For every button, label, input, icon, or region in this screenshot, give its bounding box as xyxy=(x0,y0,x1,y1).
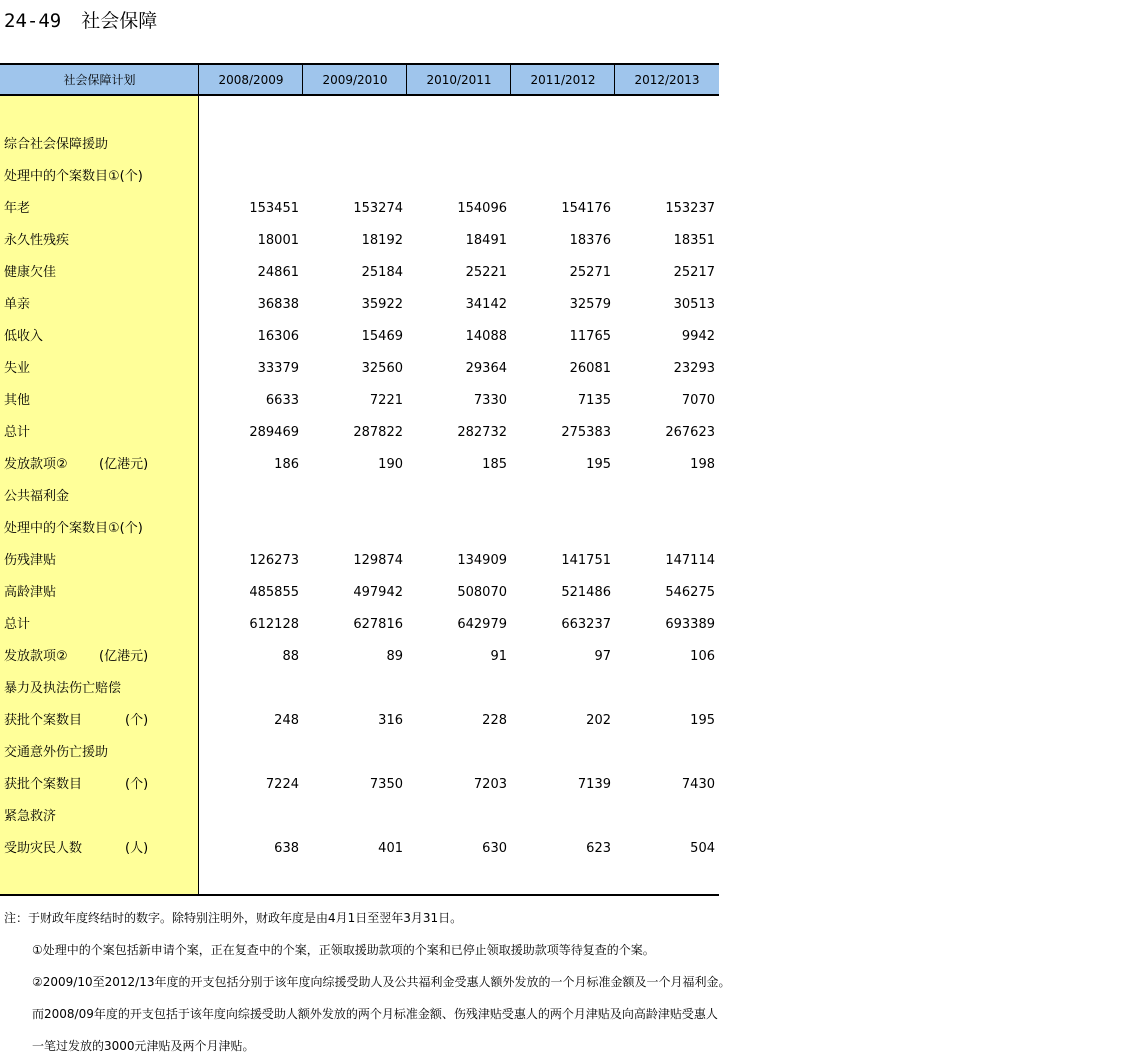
row-value-year-2: 497942 xyxy=(353,585,403,600)
row-label: 获批个案数目 xyxy=(4,777,83,792)
row-value-year-2: 18192 xyxy=(361,233,403,248)
row-label: 其他 xyxy=(4,393,31,408)
row-value-year-4: 195 xyxy=(586,457,611,472)
row-value-year-2: 25184 xyxy=(361,265,403,280)
table-row xyxy=(0,769,719,801)
header-label: 社会保障计划 xyxy=(63,73,136,87)
table-row xyxy=(0,737,719,769)
row-value-year-3: 18491 xyxy=(465,233,507,248)
row-value-year-3: 154096 xyxy=(457,201,507,216)
page-title xyxy=(4,6,157,33)
row-value-year-3: 25221 xyxy=(465,265,507,280)
table-row xyxy=(0,385,719,417)
table-row xyxy=(0,289,719,321)
row-value-year-1: 186 xyxy=(274,457,299,472)
row-value-year-4: 18376 xyxy=(569,233,611,248)
row-value-year-2: 153274 xyxy=(353,201,403,216)
row-unit: (亿港元) xyxy=(99,457,149,472)
row-value-year-1: 88 xyxy=(282,649,299,664)
row-value-year-4: 7139 xyxy=(577,777,611,792)
note-main: 注：于财政年度终结时的数字。除特别注明外，财政年度是由4月1日至翌年3月31日。 xyxy=(4,911,463,925)
row-value-year-4: 26081 xyxy=(569,361,611,376)
row-value-year-5: 7430 xyxy=(681,777,715,792)
row-value-year-4: 623 xyxy=(586,841,611,856)
table-row xyxy=(0,257,719,289)
row-value-year-5: 23293 xyxy=(673,361,715,376)
table-row xyxy=(0,353,719,385)
header-year-1: 2008/2009 xyxy=(198,65,303,94)
row-value-year-2: 287822 xyxy=(353,425,403,440)
row-value-year-5: 7070 xyxy=(681,393,715,408)
row-value-year-4: 663237 xyxy=(561,617,611,632)
row-value-year-4: 7135 xyxy=(577,393,611,408)
row-value-year-2: 35922 xyxy=(361,297,403,312)
row-label: 暴力及执法伤亡赔偿 xyxy=(4,681,122,696)
table-row xyxy=(0,481,719,513)
row-value-year-5: 147114 xyxy=(665,553,715,568)
row-value-year-3: 228 xyxy=(482,713,507,728)
row-value-year-5: 267623 xyxy=(665,425,715,440)
note-1: ①处理中的个案包括新申请个案，正在复查中的个案，正领取援助款项的个案和已停止领取援助款项等待复查的个案。 xyxy=(32,943,655,957)
table-row xyxy=(0,609,719,641)
row-value-year-5: 693389 xyxy=(665,617,715,632)
row-value-year-2: 316 xyxy=(378,713,403,728)
row-value-year-5: 106 xyxy=(690,649,715,664)
row-value-year-4: 25271 xyxy=(569,265,611,280)
table-title: 社会保障 xyxy=(81,10,158,32)
row-label: 单亲 xyxy=(4,297,31,312)
row-value-year-3: 7330 xyxy=(473,393,507,408)
row-label: 发放款项② xyxy=(4,649,68,664)
row-value-year-4: 275383 xyxy=(561,425,611,440)
table-row xyxy=(0,801,719,833)
row-value-year-1: 638 xyxy=(274,841,299,856)
row-label: 获批个案数目 xyxy=(4,713,83,728)
row-value-year-3: 34142 xyxy=(465,297,507,312)
row-value-year-3: 7203 xyxy=(473,777,507,792)
row-value-year-4: 11765 xyxy=(569,329,611,344)
row-label: 年老 xyxy=(4,201,31,216)
row-label: 失业 xyxy=(4,361,31,376)
row-value-year-3: 282732 xyxy=(457,425,507,440)
row-label: 受助灾民人数 xyxy=(4,841,83,856)
row-label: 处理中的个案数目①(个) xyxy=(4,169,143,184)
header-year-2: 2009/2010 xyxy=(302,65,407,94)
row-value-year-5: 9942 xyxy=(681,329,715,344)
table-row xyxy=(0,417,719,449)
row-value-year-1: 16306 xyxy=(257,329,299,344)
table-row xyxy=(0,833,719,865)
table-bottom-border xyxy=(0,894,719,896)
table-row xyxy=(0,129,719,161)
row-unit: (个) xyxy=(125,777,149,792)
row-value-year-1: 126273 xyxy=(249,553,299,568)
row-value-year-5: 546275 xyxy=(665,585,715,600)
row-label: 综合社会保障援助 xyxy=(4,137,109,152)
row-value-year-1: 485855 xyxy=(249,585,299,600)
row-label: 伤残津贴 xyxy=(4,553,57,568)
row-value-year-4: 521486 xyxy=(561,585,611,600)
row-value-year-3: 14088 xyxy=(465,329,507,344)
header-year-3: 2010/2011 xyxy=(406,65,511,94)
row-value-year-4: 141751 xyxy=(561,553,611,568)
table-row xyxy=(0,673,719,705)
row-value-year-4: 202 xyxy=(586,713,611,728)
note-2-end: 一笔过发放的3000元津贴及两个月津贴。 xyxy=(32,1039,255,1053)
row-value-year-2: 190 xyxy=(378,457,403,472)
row-value-year-1: 6633 xyxy=(265,393,299,408)
row-label: 交通意外伤亡援助 xyxy=(4,745,109,760)
row-value-year-3: 630 xyxy=(482,841,507,856)
row-value-year-1: 24861 xyxy=(257,265,299,280)
note-2: ②2009/10至2012/13年度的开支包括分别于该年度向综援受助人及公共福利金受惠人额外发放的一个月标准金额及一个月福利金。 xyxy=(32,975,731,989)
row-value-year-5: 198 xyxy=(690,457,715,472)
row-value-year-1: 18001 xyxy=(257,233,299,248)
table-row xyxy=(0,641,719,673)
row-value-year-2: 7350 xyxy=(369,777,403,792)
row-unit: (人) xyxy=(125,841,149,856)
row-value-year-2: 129874 xyxy=(353,553,403,568)
table-row xyxy=(0,545,719,577)
row-value-year-5: 30513 xyxy=(673,297,715,312)
table-row xyxy=(0,193,719,225)
row-value-year-5: 504 xyxy=(690,841,715,856)
table-row xyxy=(0,161,719,193)
social-security-table xyxy=(0,63,719,896)
row-value-year-1: 612128 xyxy=(249,617,299,632)
row-label: 总计 xyxy=(4,425,31,440)
row-label: 低收入 xyxy=(4,329,44,344)
row-value-year-1: 7224 xyxy=(265,777,299,792)
row-unit: (亿港元) xyxy=(99,649,149,664)
row-value-year-5: 25217 xyxy=(673,265,715,280)
row-value-year-1: 33379 xyxy=(257,361,299,376)
row-label: 处理中的个案数目①(个) xyxy=(4,521,143,536)
row-value-year-5: 195 xyxy=(690,713,715,728)
row-value-year-2: 7221 xyxy=(369,393,403,408)
row-value-year-2: 32560 xyxy=(361,361,403,376)
row-label: 高龄津贴 xyxy=(4,585,57,600)
row-value-year-3: 508070 xyxy=(457,585,507,600)
table-row xyxy=(0,513,719,545)
row-value-year-4: 32579 xyxy=(569,297,611,312)
row-value-year-3: 91 xyxy=(490,649,507,664)
row-value-year-3: 185 xyxy=(482,457,507,472)
table-code: 24-49 xyxy=(4,10,62,32)
row-label: 紧急救济 xyxy=(4,809,57,824)
row-value-year-3: 29364 xyxy=(465,361,507,376)
row-unit: (个) xyxy=(125,713,149,728)
row-value-year-3: 642979 xyxy=(457,617,507,632)
row-label: 总计 xyxy=(4,617,31,632)
row-value-year-4: 97 xyxy=(594,649,611,664)
table-row xyxy=(0,577,719,609)
row-value-year-5: 153237 xyxy=(665,201,715,216)
row-label: 永久性残疾 xyxy=(4,233,70,248)
row-value-year-1: 248 xyxy=(274,713,299,728)
row-value-year-4: 154176 xyxy=(561,201,611,216)
table-row xyxy=(0,449,719,481)
row-value-year-1: 289469 xyxy=(249,425,299,440)
table-row xyxy=(0,225,719,257)
note-2-cont: 而2008/09年度的开支包括于该年度向综援受助人额外发放的两个月标准金额、伤残津贴受惠人的两个月津贴及向高龄津贴受惠人 xyxy=(32,1007,718,1021)
row-label: 发放款项② xyxy=(4,457,68,472)
table-row xyxy=(0,321,719,353)
header-year-5: 2012/2013 xyxy=(614,65,719,94)
row-label: 健康欠佳 xyxy=(4,265,57,280)
row-value-year-3: 134909 xyxy=(457,553,507,568)
row-value-year-2: 627816 xyxy=(353,617,403,632)
row-label: 公共福利金 xyxy=(4,489,70,504)
header-year-4: 2011/2012 xyxy=(510,65,615,94)
table-header xyxy=(0,63,719,96)
row-value-year-1: 36838 xyxy=(257,297,299,312)
row-value-year-2: 15469 xyxy=(361,329,403,344)
row-value-year-1: 153451 xyxy=(249,201,299,216)
row-value-year-2: 89 xyxy=(386,649,403,664)
table-row xyxy=(0,705,719,737)
row-value-year-2: 401 xyxy=(378,841,403,856)
row-value-year-5: 18351 xyxy=(673,233,715,248)
